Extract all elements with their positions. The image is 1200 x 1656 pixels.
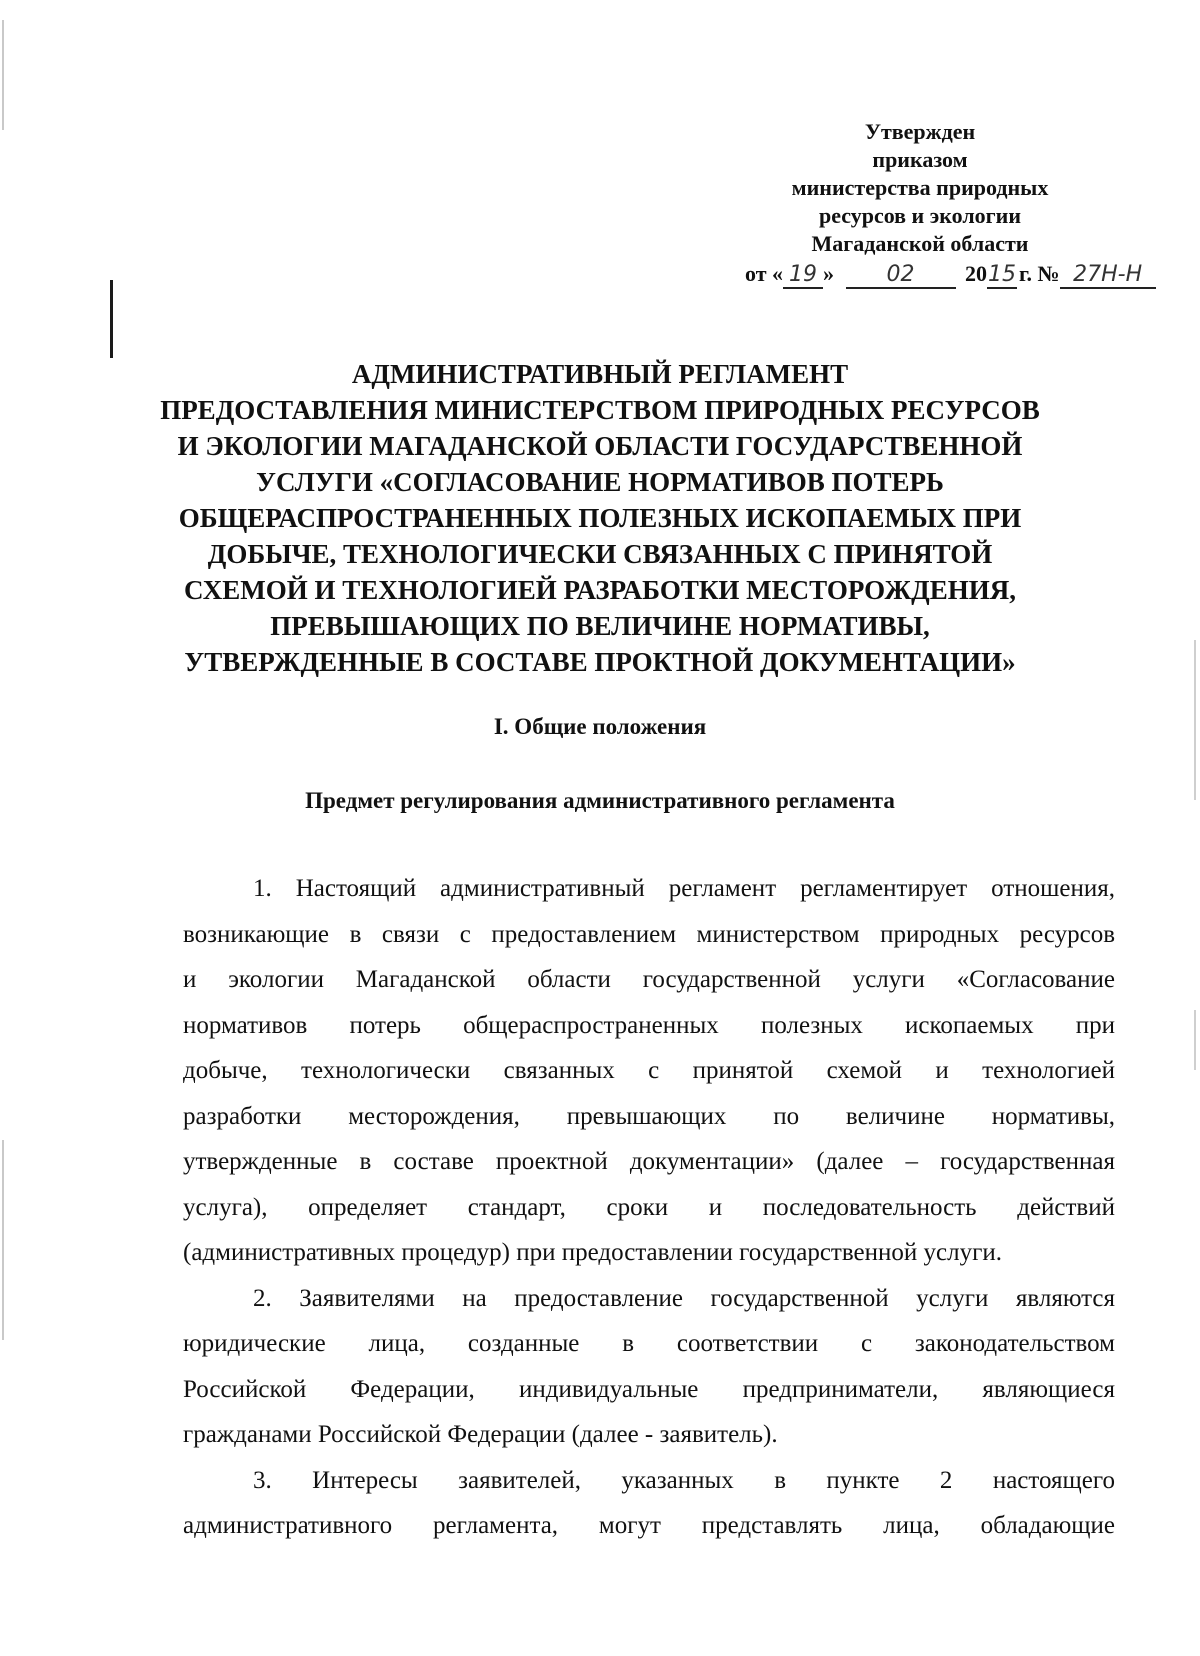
body-line: возникающие в связи с предоставлением министерством природных ресурсов [183,920,1115,948]
document-title [150,356,1050,680]
body-line: 2. Заявителями на предоставление государственной услуги являются [253,1284,1115,1312]
title-line: СХЕМОЙ И ТЕХНОЛОГИЕЙ РАЗРАБОТКИ МЕСТОРОЖДЕНИЯ, [183,575,1017,605]
handwritten-year: 15 [988,262,1017,287]
body-line: услуга), определяет стандарт, сроки и последовательность действий [183,1193,1115,1221]
title-line: ПРЕДОСТАВЛЕНИЯ МИНИСТЕРСТВОМ ПРИРОДНЫХ РЕСУРСОВ [160,395,1040,425]
date-prefix: от « [745,261,784,286]
approval-date-line [745,260,1156,289]
scan-edge-mark [2,20,4,130]
body-text [183,866,1115,1549]
body-line: административного регламента, могут представлять лица, обладающие [183,1512,1115,1539]
body-line: гражданами Российской Федерации (далее - заявитель). [183,1421,778,1448]
approval-line: ресурсов и экологии [818,203,1022,228]
year-prefix: 20 [965,261,988,286]
title-line: ДОБЫЧЕ, ТЕХНОЛОГИЧЕСКИ СВЯЗАННЫХ С ПРИНЯТОЙ [207,539,993,569]
body-line: разработки месторождения, превышающих по величине нормативы, [183,1102,1115,1130]
scan-edge-mark [1194,640,1196,800]
body-line: 3. Интересы заявителей, указанных в пункте 2 настоящего [253,1466,1115,1494]
body-line: и экологии Магаданской области государственной услуги «Согласование [183,966,1115,993]
body-line: Российской Федерации, индивидуальные предприниматели, являющиеся [183,1375,1115,1403]
title-line: ПРЕВЫШАЮЩИХ ПО ВЕЛИЧИНЕ НОРМАТИВЫ, [270,611,930,641]
approval-line: Утвержден [864,119,976,144]
body-line: юридические лица, созданные в соответствии с законодательством [183,1330,1115,1357]
section-heading: I. Общие положения [493,714,707,739]
title-line: УТВЕРЖДЕННЫЕ В СОСТАВЕ ПРОКТНОЙ ДОКУМЕНТАЦИИ» [184,647,1016,677]
scan-margin-bar [110,280,113,358]
scan-edge-mark [1194,1010,1196,1070]
approval-line: министерства природных [791,175,1049,200]
body-line: добыче, технологически связанных с принятой схемой и технологией [183,1057,1115,1084]
title-line: УСЛУГИ «СОГЛАСОВАНИЕ НОРМАТИВОВ ПОТЕРЬ [256,467,944,497]
body-line: нормативов потерь общераспространенных полезных ископаемых при [183,1011,1115,1039]
title-line: ОБЩЕРАСПРОСТРАНЕННЫХ ПОЛЕЗНЫХ ИСКОПАЕМЫХ ПРИ [178,503,1022,533]
body-line: 1. Настоящий административный регламент регламентирует отношения, [253,875,1115,902]
approval-line: Магаданской области [811,231,1029,256]
body-line: (административных процедур) при предоставлении государственной услуги. [183,1239,1002,1266]
body-line: утвержденные в составе проектной документации» (далее – государственная [183,1148,1115,1175]
handwritten-month: 02 [846,263,956,289]
handwritten-day: 19 [783,263,823,289]
scan-edge-mark [2,1140,4,1340]
title-line: И ЭКОЛОГИИ МАГАДАНСКОЙ ОБЛАСТИ ГОСУДАРСТВЕННОЙ [177,431,1023,461]
section-subheading: Предмет регулирования административного регламента [305,788,895,813]
title-line: АДМИНИСТРАТИВНЫЙ РЕГЛАМЕНТ [351,359,849,389]
date-mid: » [823,261,835,286]
handwritten-number: 27Н-Н [1060,263,1156,289]
year-after: г. № [1019,261,1060,286]
approval-block [740,118,1100,258]
approval-line: приказом [872,147,968,172]
